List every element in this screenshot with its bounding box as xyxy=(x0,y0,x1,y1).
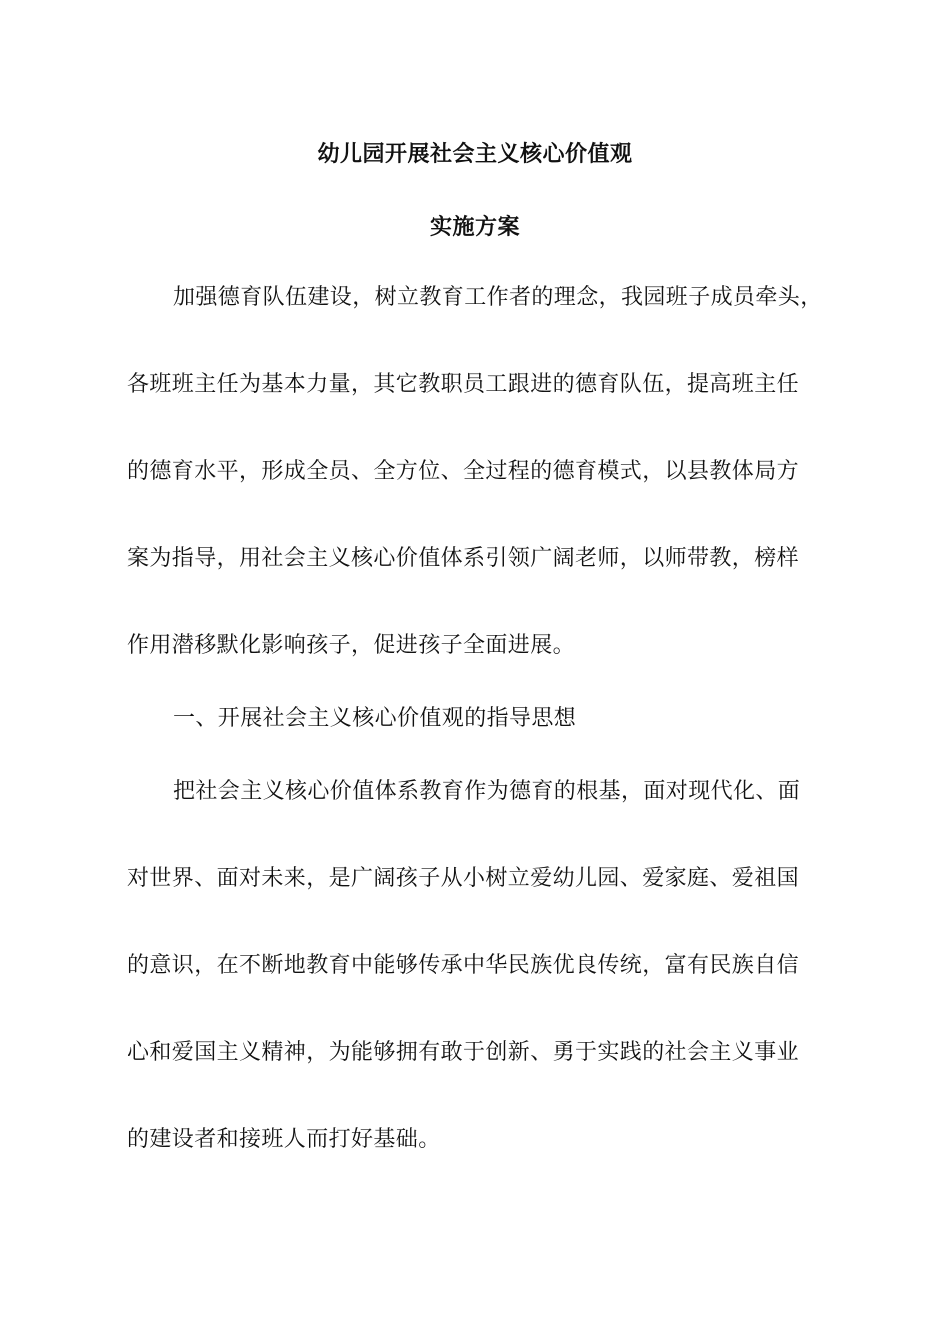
paragraph-2-line-5: 的建设者和接班人而打好基础。 xyxy=(127,1127,441,1152)
section-1-heading: 一、开展社会主义核心价值观的指导思想 xyxy=(173,706,577,731)
paragraph-2-line-4: 心和爱国主义精神，为能够拥有敢于创新、勇于实践的社会主义事业 xyxy=(127,1040,800,1065)
paragraph-1-line-2: 各班班主任为基本力量，其它教职员工跟进的德育队伍，提高班主任 xyxy=(127,372,800,397)
paragraph-2-line-2: 对世界、面对未来，是广阔孩子从小树立爱幼儿园、爱家庭、爱祖国 xyxy=(127,866,800,891)
paragraph-1-line-4: 案为指导，用社会主义核心价值体系引领广阔老师，以师带教，榜样 xyxy=(127,546,800,571)
document-subtitle: 实施方案 xyxy=(429,215,520,240)
paragraph-2-line-3: 的意识，在不断地教育中能够传承中华民族优良传统，富有民族自信 xyxy=(127,953,800,978)
paragraph-1-line-1: 加强德育队伍建设，树立教育工作者的理念，我园班子成员牵头， xyxy=(173,285,823,310)
document-title: 幼儿园开展社会主义核心价值观 xyxy=(317,142,633,167)
paragraph-1-line-5: 作用潜移默化影响孩子，促进孩子全面进展。 xyxy=(127,633,576,658)
paragraph-2-line-1: 把社会主义核心价值体系教育作为德育的根基，面对现代化、面 xyxy=(173,779,801,804)
paragraph-1-line-3: 的德育水平，形成全员、全方位、全过程的德育模式，以县教体局方 xyxy=(127,459,800,484)
